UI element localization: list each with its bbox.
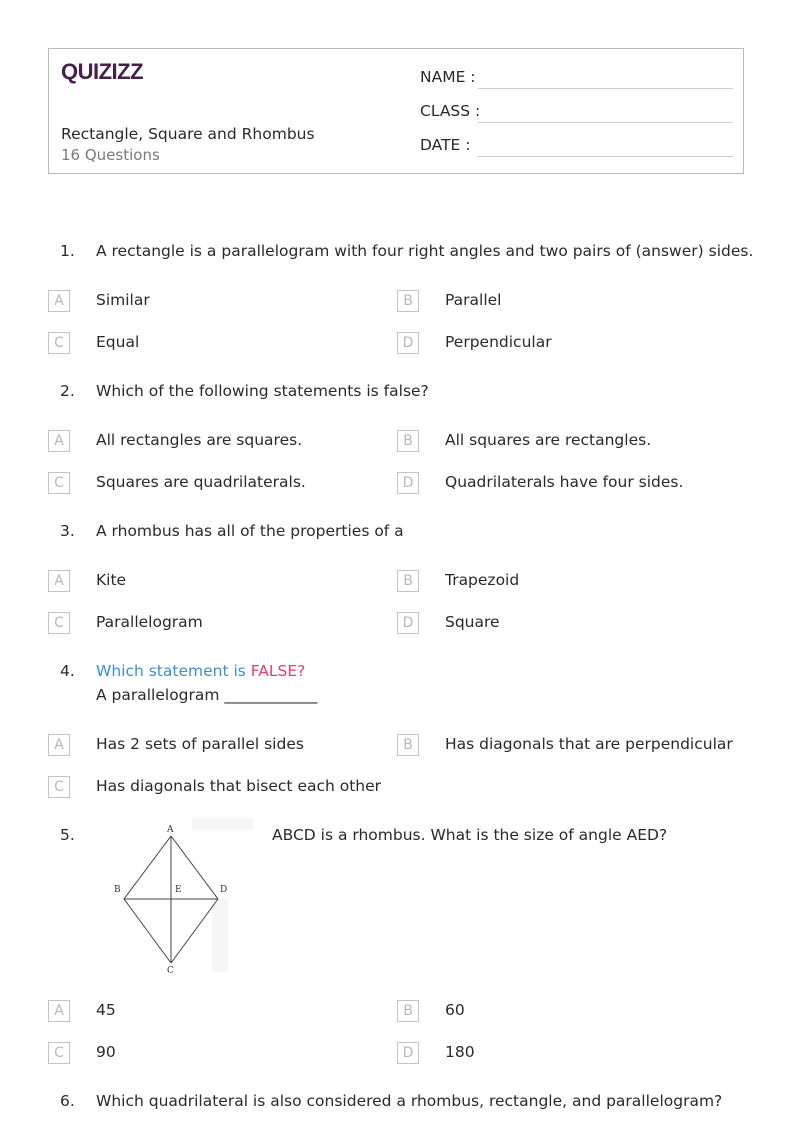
option-letter-box[interactable]: C [48,776,70,798]
option-text: 45 [96,1001,116,1019]
option-text: Quadrilaterals have four sides. [445,473,684,491]
option-letter-box[interactable]: B [397,570,419,592]
question-number: 1. [60,242,75,260]
option-text: Squares are quadrilaterals. [96,473,306,491]
option-text: Has diagonals that are perpendicular [445,735,733,753]
question-text-blue: Which statement is [96,662,251,680]
option-letter-box[interactable]: A [48,1000,70,1022]
name-label: NAME : [420,68,476,86]
option-letter-box[interactable]: C [48,612,70,634]
option-letter-box[interactable]: B [397,430,419,452]
figure-background [192,818,254,830]
option-text: Parallel [445,291,502,309]
question-number: 4. [60,662,75,680]
question-text [96,662,305,680]
option-letter-box[interactable]: C [48,472,70,494]
option-letter-box[interactable]: B [397,1000,419,1022]
option-letter-box[interactable]: D [397,472,419,494]
option-text: Has diagonals that bisect each other [96,777,382,795]
option-text: All rectangles are squares. [96,431,303,449]
question-text: Which quadrilateral is also considered a rhombus, rectangle, and parallelogram? [96,1092,723,1110]
option-letter-box[interactable]: A [48,290,70,312]
option-text: 180 [445,1043,475,1061]
figure-background [212,898,228,972]
question-number: 3. [60,522,75,540]
vertex-label-c: C [167,966,174,976]
rhombus-figure [112,818,258,980]
option-letter-box[interactable]: B [397,734,419,756]
class-label: CLASS : [420,102,481,120]
option-text: Has 2 sets of parallel sides [96,735,304,753]
option-letter-box[interactable]: D [397,612,419,634]
question-text: Which of the following statements is false? [96,382,429,400]
option-letter-box[interactable]: A [48,570,70,592]
option-text: Similar [96,291,150,309]
rhombus-edge [171,899,218,963]
option-text: 90 [96,1043,116,1061]
option-letter-box[interactable]: D [397,1042,419,1064]
quizizz-logo [61,59,153,85]
question-text-highlight: FALSE? [250,662,306,680]
vertex-label-a: A [167,825,174,835]
worksheet-header [48,48,744,174]
class-line[interactable] [478,122,733,123]
vertex-label-b: B [114,885,121,895]
option-text: Square [445,613,500,631]
question-text: ABCD is a rhombus. What is the size of angle AED? [272,826,668,844]
worksheet-title: Rectangle, Square and Rhombus [61,125,315,143]
name-line[interactable] [478,88,733,89]
option-text: Perpendicular [445,333,552,351]
option-letter-box[interactable]: A [48,734,70,756]
rhombus-edge [124,836,171,899]
question-text: A rectangle is a parallelogram with four right angles and two pairs of (answer) sides. [96,242,754,260]
option-letter-box[interactable]: D [397,332,419,354]
option-text: Trapezoid [445,571,520,589]
question-number: 5. [60,826,75,844]
option-text: Equal [96,333,140,351]
vertex-label-e: E [175,885,182,895]
date-label: DATE : [420,136,471,154]
option-letter-box[interactable]: A [48,430,70,452]
option-text: Kite [96,571,127,589]
question-number: 2. [60,382,75,400]
option-letter-box[interactable]: C [48,1042,70,1064]
date-line[interactable] [478,156,733,157]
option-letter-box[interactable]: C [48,332,70,354]
option-text: All squares are rectangles. [445,431,652,449]
question-count: 16 Questions [61,146,160,164]
rhombus-edge [124,899,171,963]
question-number: 6. [60,1092,75,1110]
logo-text: QUIZIZZ [61,59,144,84]
vertex-label-d: D [220,885,228,895]
option-text: Parallelogram [96,613,203,631]
question-text-line2: A parallelogram ____________ [96,686,318,704]
question-text: A rhombus has all of the properties of a [96,522,404,540]
option-letter-box[interactable]: B [397,290,419,312]
option-text: 60 [445,1001,465,1019]
